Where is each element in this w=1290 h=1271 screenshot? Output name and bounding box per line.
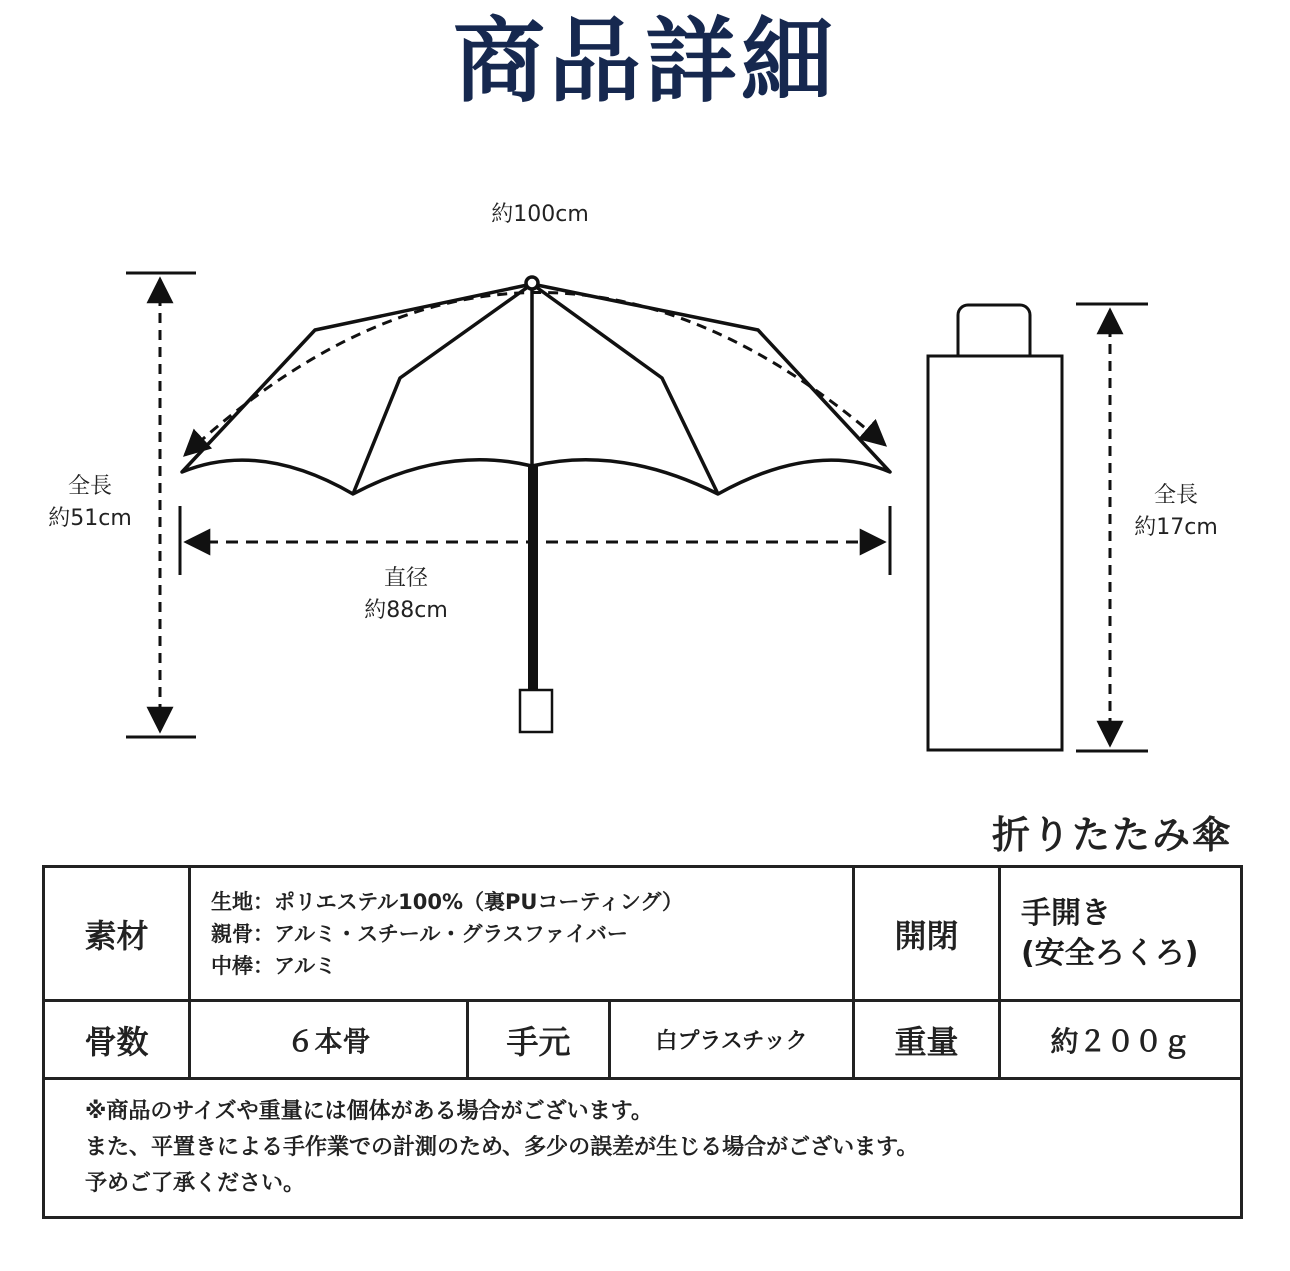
- arc-length-label: [460, 199, 620, 231]
- open-length-caption: 全長: [67, 474, 112, 499]
- folded-umbrella-illustration: [928, 305, 1062, 750]
- diameter-label: [346, 563, 466, 627]
- opening-header: 開閉: [854, 867, 1000, 1001]
- spec-row-notes: [44, 1079, 1242, 1218]
- product-type: 折りたたみ傘: [991, 813, 1232, 857]
- spec-row-details: [44, 1001, 1242, 1079]
- note-line-3: 予めご了承ください。: [85, 1171, 306, 1196]
- spec-table: [42, 865, 1243, 1219]
- open-umbrella-illustration: [182, 277, 890, 494]
- opening-line1: 手開き: [1021, 895, 1112, 931]
- opening-line2: (安全ろくろ): [1021, 935, 1199, 971]
- folded-length-label: [1114, 480, 1238, 544]
- ribs-header: 骨数: [44, 1001, 190, 1079]
- opening-cell: [1000, 867, 1242, 1001]
- material-line-fabric: 生地：ポリエステル100%（裏PUコーティング）: [211, 889, 683, 914]
- page-title: 商品詳細: [452, 8, 837, 115]
- material-cell: [190, 867, 854, 1001]
- umbrella-shaft: [528, 466, 538, 690]
- umbrella-handle: [520, 690, 552, 732]
- note-line-1: ※商品のサイズや重量には個体がある場合がございます。: [85, 1099, 653, 1124]
- folded-length-value: 約17cm: [1134, 515, 1218, 540]
- weight-value: 約２００ｇ: [1000, 1001, 1242, 1079]
- folded-length-caption: 全長: [1153, 483, 1198, 508]
- diameter-caption: 直径: [383, 566, 428, 591]
- umbrella-diagram: [0, 180, 1290, 780]
- handle-value: 白プラスチック: [610, 1001, 854, 1079]
- handle-header: 手元: [468, 1001, 610, 1079]
- diameter-value: 約88cm: [364, 598, 448, 623]
- weight-header: 重量: [854, 1001, 1000, 1079]
- material-line-ribs: 親骨：アルミ・スチール・グラスファイバー: [211, 921, 628, 946]
- open-length-label: [30, 471, 150, 535]
- material-line-shaft: 中棒：アルミ: [211, 953, 337, 978]
- material-header: 素材: [44, 867, 190, 1001]
- ribs-value: ６本骨: [190, 1001, 468, 1079]
- open-length-value: 約51cm: [48, 506, 132, 531]
- arc-length-value: 約100cm: [491, 202, 589, 227]
- notes-cell: [44, 1079, 1242, 1218]
- note-line-2: また、平置きによる手作業での計測のため、多少の誤差が生じる場合がございます。: [85, 1135, 919, 1160]
- spec-row-material: [44, 867, 1242, 1001]
